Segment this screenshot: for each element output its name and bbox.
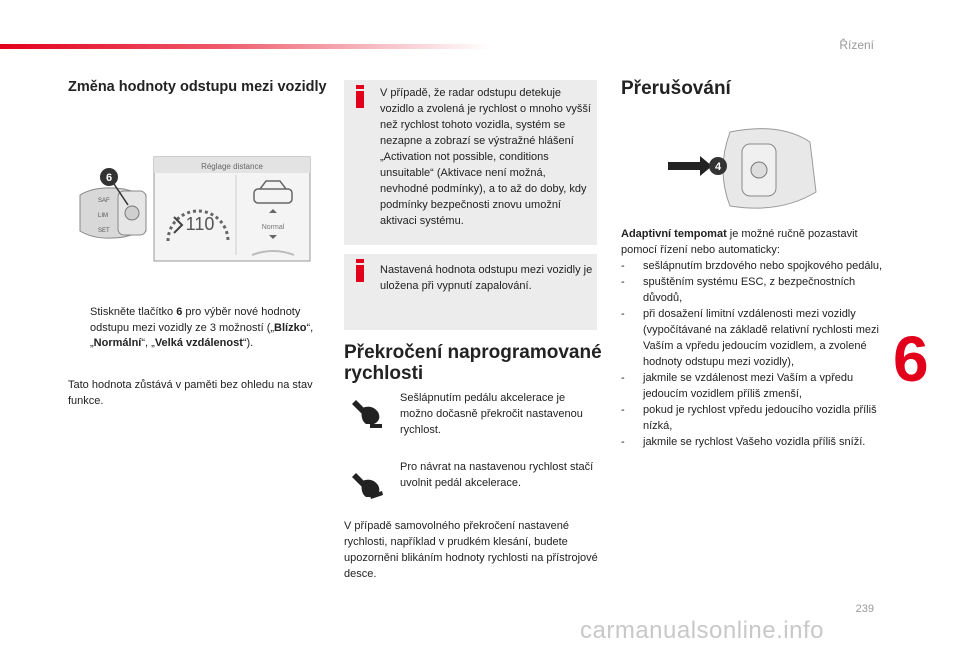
interruption-heading: Přerušování <box>621 78 731 99</box>
steering-lever-icon <box>660 122 820 217</box>
header-accent-bar <box>0 44 490 49</box>
switch-label-saf: SAF <box>98 198 110 204</box>
screen-title: Réglage distance <box>201 162 263 171</box>
list-item: - při dosažení limitní vzdálenosti mezi vozidly (vypočítávané na základě relativní rychlosti mezi Vaším a vpředu jedoucím vozidlem, a zvolené hodnoty odstupu mezi vozidly), <box>621 308 879 368</box>
info-text: V případě, že radar odstupu detekuje vozidlo a zvolená je rychlost o mnoho vyšší než rychlost tohoto vozidla, systém se nezapne a zobrazí se výstražné hlášení „Activation not possible, conditions unsuitable“ (Aktivace není možná, nevhodné podmínky), a to až do doby, kdy podmínky bezpečnosti znovu umožní aktivaci systému. <box>380 87 591 227</box>
option-normal: Normální <box>93 337 142 349</box>
bullet-text: “, „ <box>141 337 155 349</box>
interruption-list <box>621 258 883 450</box>
overspeed-heading: Překročení naprogramované rychlosti <box>344 342 602 384</box>
list-item: - spuštěním systému ESC, z bezpečnostních důvodů, <box>621 276 856 304</box>
mode-label: Normal <box>261 224 285 231</box>
chapter-number: 6 <box>893 323 929 395</box>
bullet-text: “). <box>242 337 254 349</box>
interruption-figure <box>660 122 820 217</box>
switch-label-lim: LIM <box>98 213 109 219</box>
list-item: - pokud je rychlost vpředu jedoucího vozidla příliš nízká, <box>621 404 877 432</box>
overspeed-warning: V případě samovolného překročení nastavené rychlosti, například v prudkém klesání, budete upozorněni blikáním hodnoty rychlosti na přístrojové desce. <box>344 520 598 580</box>
callout-4: 4 <box>714 161 722 173</box>
info-icon <box>356 259 364 263</box>
button-ref: 6 <box>176 306 183 318</box>
list-item: - jakmile se rychlost Vašeho vozidla příliš sníží. <box>621 436 866 448</box>
info-icon <box>356 85 364 89</box>
info-box-radar <box>344 80 597 245</box>
info-box-memory <box>344 254 597 330</box>
foot-pedal-press-icon <box>348 394 386 430</box>
foot-pedal-release-icon <box>348 467 386 503</box>
bullet-text: pro výběr nové hodnoty odstupu mezi vozidly ze 3 možností („ <box>90 306 301 334</box>
steering-lever-icon <box>76 155 312 263</box>
info-text: Nastavená hodnota odstupu mezi vozidly je uložena při vypnutí zapalování. <box>380 264 593 292</box>
callout-6: 6 <box>105 172 113 184</box>
instruction-bullet <box>68 305 320 352</box>
list-item: - sešlápnutím brzdového nebo spojkového pedálu, <box>621 260 883 272</box>
bullet-text: “, „ <box>90 321 314 349</box>
distance-heading: Změna hodnoty odstupu mezi vozidly <box>68 79 327 95</box>
switch-label-set: SET <box>98 228 110 234</box>
watermark: carmanualsonline.info <box>580 617 824 644</box>
speed-value: 110 <box>185 214 215 234</box>
page-number: 239 <box>855 603 874 615</box>
overspeed-step-1: Sešlápnutím pedálu akcelerace je možno dočasně překročit nastavenou rychlost. <box>400 392 583 436</box>
overspeed-step-2: Pro návrat na nastavenou rychlost stačí uvolnit pedál akcelerace. <box>400 461 594 489</box>
option-close: Blízko <box>274 321 307 334</box>
list-item: - jakmile se vzdálenost mezi Vaším a vpředu jedoucím vozidlem příliš zmenší, <box>621 372 854 400</box>
memory-note: Tato hodnota zůstává v paměti bez ohledu na stav funkce. <box>68 379 313 407</box>
interruption-intro <box>621 226 883 258</box>
bullet-text: Stiskněte tlačítko <box>90 306 177 318</box>
feature-name: Adaptivní tempomat <box>621 228 727 240</box>
intro-text: je možné ručně pozastavit pomocí řízení nebo automaticky: <box>621 228 858 256</box>
option-far: Velká vzdálenost <box>154 337 243 349</box>
section-title: Řízení <box>839 38 874 52</box>
distance-setting-figure <box>76 155 312 263</box>
